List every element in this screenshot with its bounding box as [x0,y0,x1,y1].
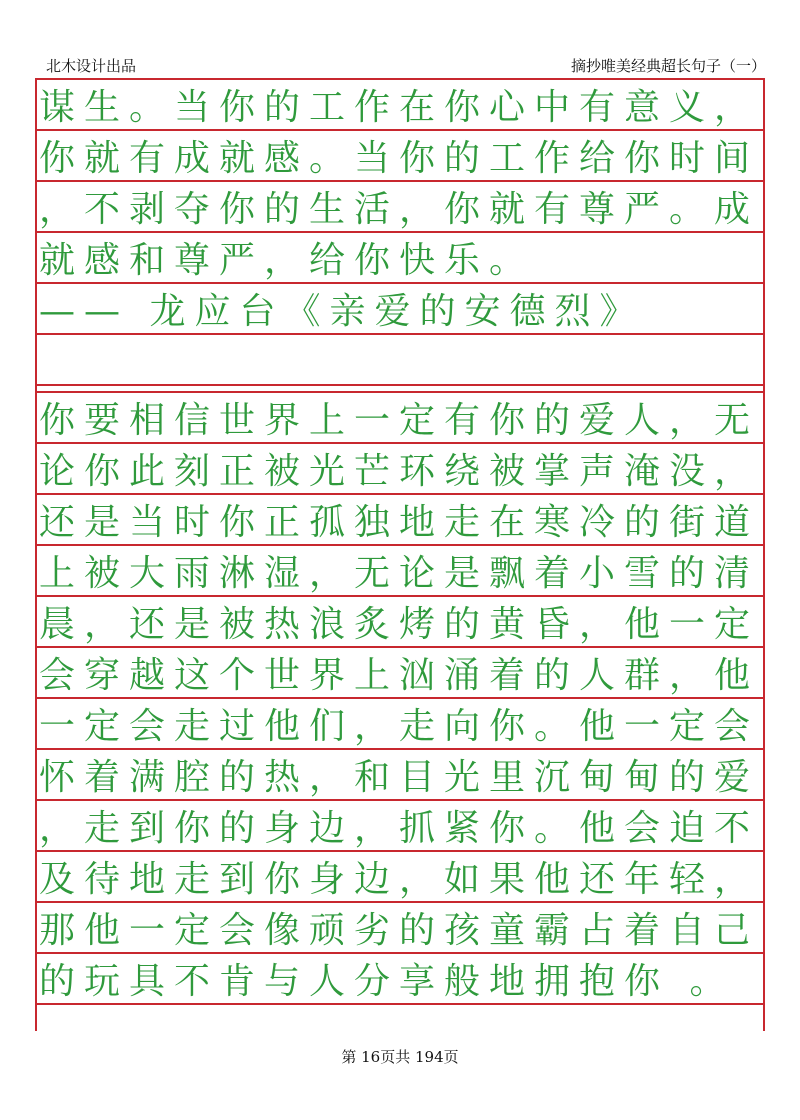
header-left: 北木设计出品 [46,56,137,75]
text-line: 及待地走到你身边，如果他还年轻， [37,852,763,903]
text-line: 还是当时你正孤独地走在寒冷的街道 [37,495,763,546]
text-line: 会穿越这个世界上汹涌着的人群，他 [37,648,763,699]
empty-line [37,335,763,386]
text-line: 你就有成就感。当你的工作给你时间 [37,131,763,182]
copybook-sheet [35,78,765,1031]
text-line: 那他一定会像顽劣的孩童霸占着自己 [37,903,763,954]
text-line: 上被大雨淋湿，无论是飘着小雪的清 [37,546,763,597]
header-right: 摘抄唯美经典超长句子（一） [570,56,766,75]
text-line: 的玩具不肯与人分享般地拥抱你 。 [37,954,763,1005]
page-footer: 第 16页共 194页 [341,1048,459,1066]
text-line: 就感和尊严，给你快乐。 [37,233,763,284]
text-line: —— 龙应台《亲爱的安德烈》 [37,284,763,335]
text-line: 一定会走过他们，走向你。他一定会 [37,699,763,750]
text-line: ，不剥夺你的生活，你就有尊严。成 [37,182,763,233]
page-header [46,52,766,78]
separator-line [37,386,763,393]
text-line: 晨，还是被热浪炙烤的黄昏，他一定 [37,597,763,648]
text-line: 谋生。当你的工作在你心中有意义， [37,80,763,131]
text-line: 怀着满腔的热，和目光里沉甸甸的爱 [37,750,763,801]
text-line: ，走到你的身边，抓紧你。他会迫不 [37,801,763,852]
text-line: 论你此刻正被光芒环绕被掌声淹没， [37,444,763,495]
text-line: 你要相信世界上一定有你的爱人，无 [37,393,763,444]
